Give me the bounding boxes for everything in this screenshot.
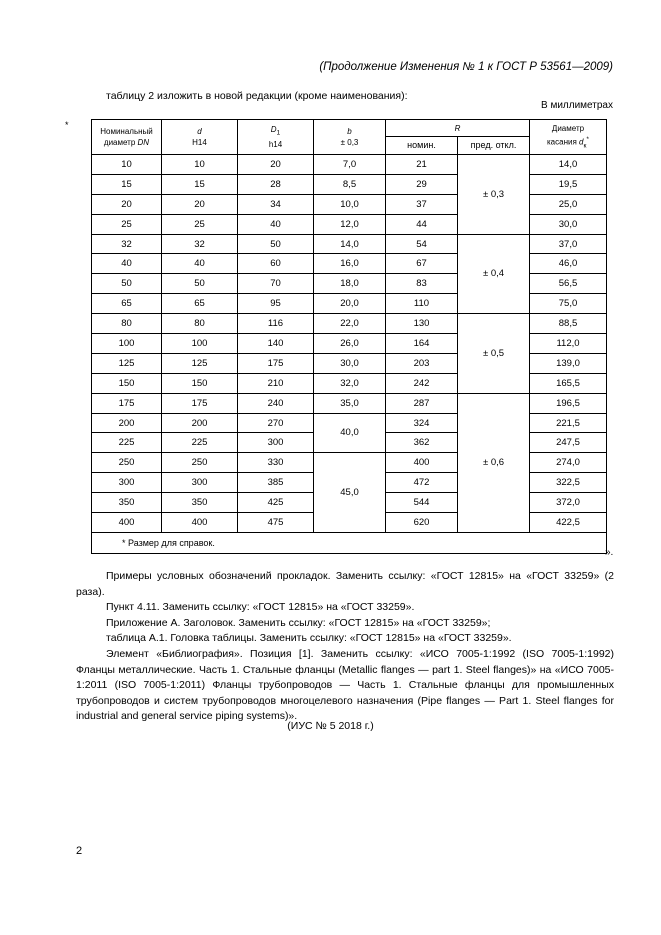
cell-b: 10,0	[314, 194, 386, 214]
units-label: В миллиметрах	[541, 100, 613, 111]
cell-D1: 175	[238, 353, 314, 373]
cell-dn: 40	[92, 254, 162, 274]
cell-dk: 165,5	[530, 373, 607, 393]
cell-dn: 200	[92, 413, 162, 433]
cell-dk: 37,0	[530, 234, 607, 254]
cell-r-nom: 67	[386, 254, 458, 274]
cell-d: 40	[162, 254, 238, 274]
cell-d: 10	[162, 155, 238, 175]
table-row	[92, 274, 607, 294]
cell-b: 30,0	[314, 353, 386, 373]
cell-r-nom: 54	[386, 234, 458, 254]
cell-dn: 20	[92, 194, 162, 214]
cell-r-nom: 29	[386, 174, 458, 194]
cell-dn: 65	[92, 294, 162, 314]
cell-r-nom: 362	[386, 433, 458, 453]
cell-dn: 400	[92, 513, 162, 533]
cell-dn: 125	[92, 353, 162, 373]
cell-D1: 28	[238, 174, 314, 194]
cell-d: 32	[162, 234, 238, 254]
cell-r-tolerance: ± 0,3	[458, 155, 530, 235]
table-row	[92, 174, 607, 194]
dimensions-table	[91, 119, 607, 554]
cell-r-nom: 400	[386, 453, 458, 473]
cell-b: 20,0	[314, 294, 386, 314]
ius-reference: (ИУС № 5 2018 г.)	[287, 720, 374, 732]
cell-d: 150	[162, 373, 238, 393]
table-row	[92, 214, 607, 234]
cell-dk: 88,5	[530, 314, 607, 334]
cell-dk: 322,5	[530, 473, 607, 493]
cell-b: 40,0	[314, 413, 386, 453]
cell-d: 350	[162, 493, 238, 513]
cell-d: 65	[162, 294, 238, 314]
cell-D1: 300	[238, 433, 314, 453]
cell-b: 12,0	[314, 214, 386, 234]
cell-d: 250	[162, 453, 238, 473]
cell-dn: 150	[92, 373, 162, 393]
cell-dk: 221,5	[530, 413, 607, 433]
table-row	[92, 393, 607, 413]
cell-dk: 372,0	[530, 493, 607, 513]
table-row	[92, 294, 607, 314]
header-D1: $D_1$ h14	[238, 120, 314, 155]
cell-r-tolerance: ± 0,6	[458, 393, 530, 532]
amendment-text	[76, 569, 614, 725]
header-dk: Диаметр касания $d_к^*$	[530, 120, 607, 155]
cell-dk: 19,5	[530, 174, 607, 194]
cell-D1: 116	[238, 314, 314, 334]
cell-dn: 175	[92, 393, 162, 413]
cell-b: 14,0	[314, 234, 386, 254]
cell-D1: 60	[238, 254, 314, 274]
cell-b: 8,5	[314, 174, 386, 194]
cell-dk: 14,0	[530, 155, 607, 175]
cell-b: 7,0	[314, 155, 386, 175]
cell-r-tolerance: ± 0,5	[458, 314, 530, 394]
cell-d: 125	[162, 353, 238, 373]
table-row	[92, 453, 607, 473]
cell-r-nom: 130	[386, 314, 458, 334]
header-r-dev: пред. откл.	[458, 137, 530, 155]
table-row	[92, 314, 607, 334]
cell-dn: 80	[92, 314, 162, 334]
cell-dn: 32	[92, 234, 162, 254]
intro-text: таблицу 2 изложить в новой редакции (кроме наименования):	[106, 90, 408, 102]
cell-D1: 20	[238, 155, 314, 175]
cell-D1: 240	[238, 393, 314, 413]
cell-dn: 100	[92, 334, 162, 354]
cell-r-nom: 620	[386, 513, 458, 533]
cell-dn: 225	[92, 433, 162, 453]
cell-r-nom: 83	[386, 274, 458, 294]
table-row	[92, 254, 607, 274]
table-close-mark: ».	[605, 547, 614, 558]
cell-D1: 70	[238, 274, 314, 294]
table-row	[92, 234, 607, 254]
table-row	[92, 194, 607, 214]
cell-r-nom: 44	[386, 214, 458, 234]
cell-D1: 330	[238, 453, 314, 473]
cell-D1: 210	[238, 373, 314, 393]
continuation-header: (Продолжение Изменения № 1 к ГОСТ Р 53561—2009)	[319, 61, 613, 73]
table-row	[92, 373, 607, 393]
cell-dk: 112,0	[530, 334, 607, 354]
paragraph: Пункт 4.11. Заменить ссылку: «ГОСТ 12815» на «ГОСТ 33259».	[106, 601, 415, 614]
paragraph: таблица А.1. Головка таблицы. Заменить ссылку: «ГОСТ 12815» на «ГОСТ 33259».	[106, 632, 512, 645]
cell-dn: 50	[92, 274, 162, 294]
cell-d: 80	[162, 314, 238, 334]
cell-D1: 50	[238, 234, 314, 254]
cell-d: 25	[162, 214, 238, 234]
cell-D1: 270	[238, 413, 314, 433]
cell-b: 26,0	[314, 334, 386, 354]
table-open-mark: *	[65, 120, 69, 130]
cell-dk: 274,0	[530, 453, 607, 473]
cell-dk: 247,5	[530, 433, 607, 453]
table-footnote: * Размер для справок.	[92, 532, 607, 553]
table-row	[92, 413, 607, 433]
cell-d: 50	[162, 274, 238, 294]
cell-dn: 10	[92, 155, 162, 175]
cell-dk: 46,0	[530, 254, 607, 274]
cell-r-nom: 324	[386, 413, 458, 433]
cell-d: 15	[162, 174, 238, 194]
paragraph: Примеры условных обозначений прокладок. Заменить ссылку: «ГОСТ 12815» на «ГОСТ 33259» (2 раза).	[76, 570, 614, 598]
header-R: R	[386, 120, 530, 137]
header-d: d H14	[162, 120, 238, 155]
cell-b: 22,0	[314, 314, 386, 334]
page-number: 2	[76, 845, 83, 857]
cell-dn: 300	[92, 473, 162, 493]
cell-r-nom: 544	[386, 493, 458, 513]
table-row	[92, 353, 607, 373]
cell-d: 200	[162, 413, 238, 433]
cell-r-nom: 37	[386, 194, 458, 214]
cell-dk: 56,5	[530, 274, 607, 294]
cell-D1: 40	[238, 214, 314, 234]
cell-d: 225	[162, 433, 238, 453]
cell-dk: 30,0	[530, 214, 607, 234]
cell-d: 400	[162, 513, 238, 533]
cell-D1: 425	[238, 493, 314, 513]
cell-r-nom: 164	[386, 334, 458, 354]
table-row	[92, 155, 607, 175]
cell-b: 18,0	[314, 274, 386, 294]
cell-b: 45,0	[314, 453, 386, 533]
cell-r-tolerance: ± 0,4	[458, 234, 530, 314]
cell-D1: 140	[238, 334, 314, 354]
cell-dk: 196,5	[530, 393, 607, 413]
table-note-row	[92, 532, 607, 553]
cell-D1: 34	[238, 194, 314, 214]
cell-r-nom: 110	[386, 294, 458, 314]
cell-dn: 25	[92, 214, 162, 234]
cell-dk: 25,0	[530, 194, 607, 214]
cell-dk: 422,5	[530, 513, 607, 533]
cell-r-nom: 472	[386, 473, 458, 493]
cell-dn: 350	[92, 493, 162, 513]
cell-dn: 250	[92, 453, 162, 473]
cell-dk: 75,0	[530, 294, 607, 314]
cell-r-nom: 21	[386, 155, 458, 175]
cell-d: 175	[162, 393, 238, 413]
cell-b: 32,0	[314, 373, 386, 393]
cell-d: 20	[162, 194, 238, 214]
cell-d: 100	[162, 334, 238, 354]
cell-r-nom: 203	[386, 353, 458, 373]
cell-r-nom: 287	[386, 393, 458, 413]
paragraph: Приложение А. Заголовок. Заменить ссылку: «ГОСТ 12815» на «ГОСТ 33259»;	[106, 616, 491, 629]
cell-D1: 95	[238, 294, 314, 314]
cell-D1: 475	[238, 513, 314, 533]
header-r-nom: номин.	[386, 137, 458, 155]
header-b: b ± 0,3	[314, 120, 386, 155]
cell-b: 16,0	[314, 254, 386, 274]
header-dn: Номинальный диаметр DN	[92, 120, 162, 155]
cell-d: 300	[162, 473, 238, 493]
table-row	[92, 334, 607, 354]
cell-b: 35,0	[314, 393, 386, 413]
cell-D1: 385	[238, 473, 314, 493]
cell-dn: 15	[92, 174, 162, 194]
cell-dk: 139,0	[530, 353, 607, 373]
cell-r-nom: 242	[386, 373, 458, 393]
paragraph: Элемент «Библиография». Позиция [1]. Заменить ссылку: «ИСО 7005-1:1992 (ISO 7005-1:1992) Фланцы металлические. Часть 1. Стальные фланцы (Metallic flanges — part 1. Steel flanges)» на «ИСО 7005-1:2011 (ISO 7005-1:2011) Фланцы трубопроводов — Часть 1. Стальные фланцы для промышленных трубопроводов и систем трубопроводов многоцелевого назначения (Pipe flanges — Part 1. Steel flanges for industrial and general service piping systems)».	[76, 647, 614, 723]
